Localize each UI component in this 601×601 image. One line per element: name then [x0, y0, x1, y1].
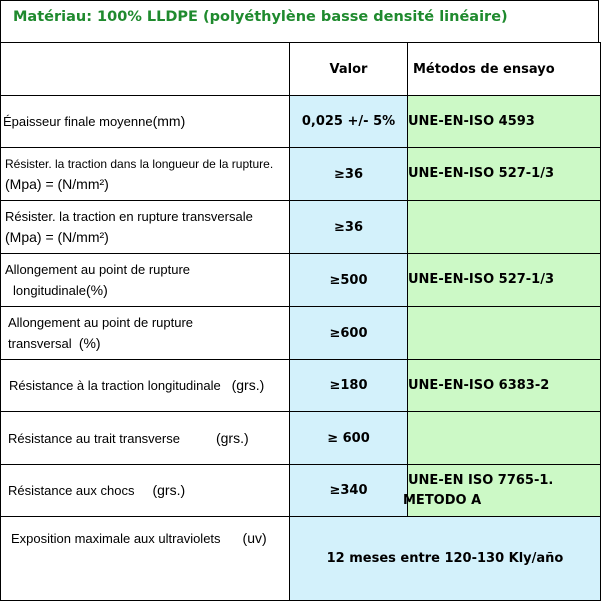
value-cell: 0,025 +/- 5%	[290, 96, 408, 148]
uv-value-cell: 12 meses entre 120-130 Kly/año	[290, 517, 601, 601]
method-cell: UNE-EN-ISO 527-1/3	[408, 254, 601, 307]
property-cell	[1, 201, 290, 254]
property-cell	[1, 148, 290, 201]
property-unit: (grs.)	[215, 429, 249, 446]
property-unit: (mm)	[152, 113, 186, 129]
property-label-line2: longitudinale	[13, 282, 87, 298]
property-label: Exposition maximale aux ultraviolets	[11, 531, 221, 546]
method-cell: UNE-EN-ISO 4593	[408, 96, 601, 148]
method-cell	[408, 307, 601, 360]
table-row	[1, 148, 601, 201]
property-label: Épaisseur finale moyenne	[3, 114, 153, 129]
uv-row	[1, 517, 601, 601]
property-label: Allongement au point de rupture	[5, 261, 191, 277]
property-unit: (Mpa) = (N/mm²)	[5, 176, 109, 192]
value-cell: ≥180	[290, 360, 408, 412]
table-row	[1, 96, 601, 148]
property-label: Résistance à la traction longitudinale	[9, 378, 221, 393]
property-cell	[1, 360, 290, 412]
table-row	[1, 360, 601, 412]
property-label: Allongement au point de rupture	[8, 314, 194, 330]
header-value: Valor	[290, 43, 408, 96]
value-cell: ≥340	[290, 465, 408, 517]
table-row	[1, 201, 601, 254]
table-row	[1, 465, 601, 517]
header-row	[1, 43, 601, 96]
method-cell	[408, 201, 601, 254]
property-label: Résister. la traction en rupture transversale	[5, 209, 253, 224]
value-cell: ≥600	[290, 307, 408, 360]
value-cell: ≥ 600	[290, 412, 408, 465]
property-label: Résistance aux chocs	[8, 483, 135, 498]
property-cell	[1, 307, 290, 360]
method-cell	[408, 412, 601, 465]
method-cell: UNE-EN-ISO 527-1/3	[408, 148, 601, 201]
table-row	[1, 412, 601, 465]
property-cell	[1, 254, 290, 307]
method-cell: UNE-EN-ISO 6383-2	[408, 360, 601, 412]
method-line2: METODO A	[403, 492, 482, 508]
property-cell	[1, 412, 290, 465]
property-label: Résistance au trait transverse	[8, 430, 180, 446]
table-row	[1, 254, 601, 307]
property-label-line2: transversal	[8, 335, 72, 351]
table-title: Matériau: 100% LLDPE (polyéthylène basse densité linéaire)	[0, 0, 599, 42]
property-unit: (Mpa) = (N/mm²)	[5, 229, 109, 245]
value-cell: ≥36	[290, 148, 408, 201]
property-unit: (grs.)	[231, 377, 265, 393]
property-unit: (grs.)	[152, 482, 186, 498]
table-row	[1, 307, 601, 360]
method-line1: UNE-EN ISO 7765-1.	[408, 472, 554, 488]
value-cell: ≥36	[290, 201, 408, 254]
method-cell	[403, 465, 601, 517]
property-cell	[1, 96, 290, 148]
property-cell	[1, 465, 290, 517]
property-unit: (%)	[78, 334, 101, 351]
value-cell: ≥500	[290, 254, 408, 307]
property-cell	[1, 517, 290, 601]
property-label: Résister. la traction dans la longueur de la rupture.	[5, 157, 274, 171]
property-unit: (uv)	[242, 530, 267, 546]
header-method: Métodos de ensayo	[408, 43, 601, 96]
header-property	[1, 43, 290, 96]
spec-table	[0, 42, 601, 601]
property-unit: (%)	[86, 281, 108, 298]
